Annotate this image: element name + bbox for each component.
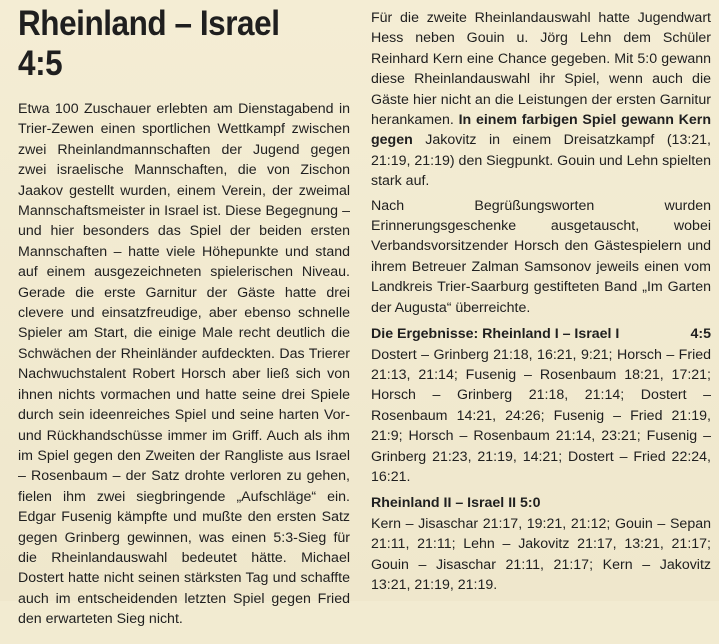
second-team-text-rest: Jakovitz in einem Dreisatzkampf (13:21, 21:19, 21:19) den Siegpunkt. Gouin und Lehn spielten stark auf. <box>371 132 711 190</box>
right-column <box>371 8 711 595</box>
results-1-title: Die Ergebnisse: Rheinland I – Israel I <box>371 326 620 343</box>
intro-paragraph: Etwa 100 Zuschauer erlebten am Dienstagabend in Trier-Zewen einen sportlichen Wettkampf zwischen zwei Rheinlandmannschaften der Jugend gegen zwei israelische Mannschaften, die von Zischon Jaakov gestellt wurden, einem Verein, der zweimal Mannschaftsmeister in Israel ist. Diese Begegnung – und hier besonders das Spiel der beiden ersten Mannschaften – hatte viele Höhepunkte und stand auf einem ausgezeichneten spielerischen Niveau. Gerade die erste Garnitur der Gäste hatte drei clevere und einsatzfreudige, aber ebenso schnelle Spieler am Start, die einige Male recht deutlich die Schwächen der Rheinländer aufdeckten. Das Trierer Nachwuchstalent Robert Horsch aber ließ sich von ihnen nichts vormachen und hatte seine drei Spiele durch sein ideenreiches Spiel und seine harten Vor- und Rückhandschüsse immer im Griff. Auch als ihm im Spiel gegen den Zweiten der Rangliste aus Israel – Rosenbaum – der Satz drohte verloren zu gehen, fielen ihm zwei siegbringende „Aufschläge“ ein. Edgar Fusenig kämpfte und mußte den ersten Satz gegen Grinberg gewinnen, was einen 5:3-Sieg für die Rheinlandauswahl bedeutet hätte. Michael Dostert hatte nicht seinen stärksten Tag und schaffte auch im entscheidenden letzten Spiel gegen Fried den erwarteten Sieg nicht. <box>18 101 350 628</box>
headline-line-2: 4:5 <box>18 44 63 83</box>
second-team-text: Für die zweite Rheinlandauswahl hatte Jugendwart Hess neben Gouin u. Jörg Lehn dem Schüler Reinhard Kern eine Chance gegeben. Mit 5:0 gewann diese Rheinlandauswahl ihr Spiel, wenn auch die Gäste hier nicht an die Leistungen der ersten Garnitur herankamen. <box>371 10 711 129</box>
headline-line-1: Rheinland – Israel <box>18 4 280 43</box>
headline <box>18 4 317 84</box>
results-1-heading <box>371 324 711 344</box>
left-column <box>18 4 350 644</box>
results-2-heading: Rheinland II – Israel II 5:0 <box>371 495 541 512</box>
second-team-paragraph <box>371 8 711 192</box>
second-team-bold-text: In einem farbigen Spiel gewann Kern gegen <box>371 112 711 149</box>
results-2-text: Kern – Jisaschar 21:17, 19:21, 21:12; Gouin – Sepan 21:11, 21:11; Lehn – Jakovitz 21:17, 13:21, 21:17; Gouin – Jisaschar 21:11, 21:17; Kern – Jakovitz 13:21, 21:19, 21:19. <box>371 515 711 593</box>
results-1-text: Dostert – Grinberg 21:18, 16:21, 9:21; Horsch – Fried 21:13, 21:14; Fusenig – Rosenbaum 18:21, 17:21; Horsch – Grinberg 21:18, 21:14; Dostert – Rosenbaum 14:21, 24:26; Fusenig – Fried 21:19, 21:9; Horsch – Rosenbaum 21:14, 23:21; Fusenig – Grinberg 21:23, 21:19, 14:21; Dostert – Fried 22:24, 16:21. <box>371 346 711 485</box>
results-1-score: 4:5 <box>690 326 711 343</box>
ceremony-paragraph: Nach Begrüßungsworten wurden Erinnerungsgeschenke ausgetauscht, wobei Verbandsvorsitzender Horsch den Gästespielern und ihrem Betreuer Zalman Samsonov jeweils einen vom Landkreis Trier-Saarburg gestifteten Band „Im Garten der Augusta“ überreichte. <box>371 197 711 316</box>
